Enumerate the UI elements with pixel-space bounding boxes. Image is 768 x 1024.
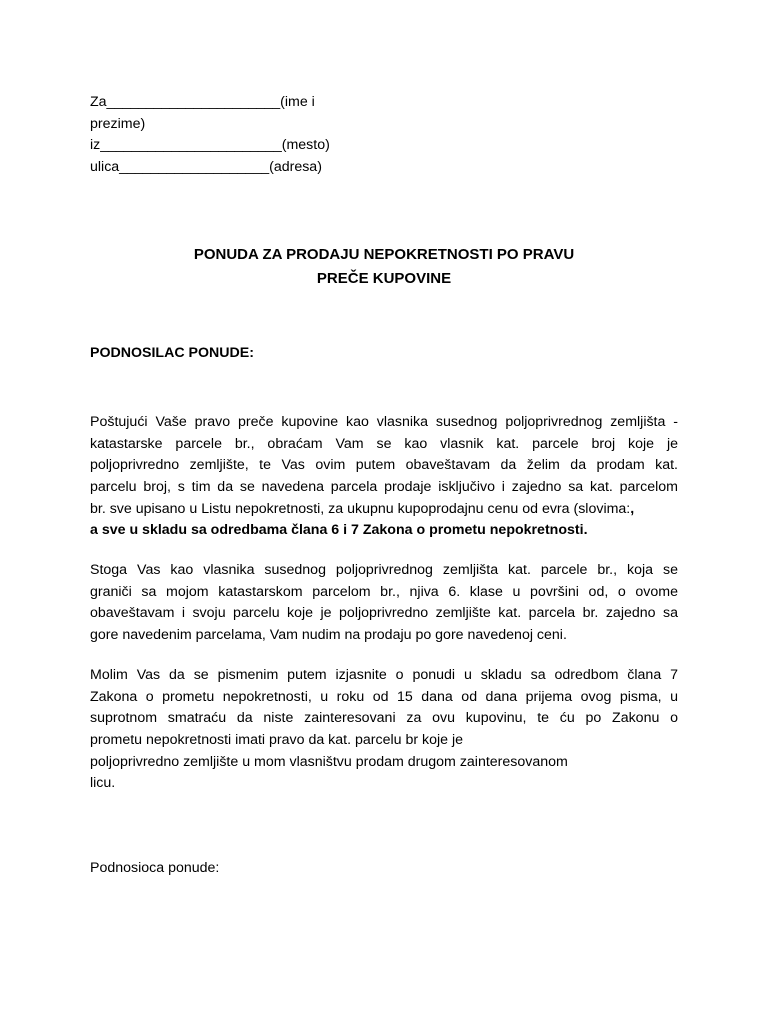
recipient-name-line: Za______________________(ime i <box>90 94 315 110</box>
paragraph-line <box>90 499 678 521</box>
paragraph-line: parcelu broj, s tim da se navedena parcela prodaje isključivo i zajedno sa kat. parcelom <box>90 479 678 496</box>
document-title-line-2: PREČE KUPOVINE <box>316 270 452 287</box>
paragraph-line: Poštujući Vaše pravo preče kupovine kao vlasnika susednog poljoprivrednog zemljišta - <box>90 414 678 430</box>
paragraph-offer <box>90 412 678 542</box>
paragraph-line: obaveštavam i svoju parcelu koje je poljoprivredno zemljište kat. parcela br. zajedno sa <box>90 605 678 622</box>
recipient-address-block <box>90 92 678 179</box>
paragraph-line: Molim Vas da se pismenim putem izjasnite o ponudi u skladu sa odredbom člana 7 <box>90 667 678 683</box>
signature-label: Podnosioca ponude: <box>90 860 220 876</box>
paragraph-line: katastarske parcele br., obraćam Vam se kao vlasnik kat. parcele broj koje je <box>90 435 678 452</box>
paragraph-line: suprotnom smatraću da niste zainteresovani za ovu kupovinu, te ću po Zakonu o <box>90 710 678 727</box>
paragraph-line: gore navedenim parcelama, Vam nudim na prodaju po gore navedenoj ceni. <box>90 627 567 644</box>
paragraph-notice <box>90 560 678 647</box>
paragraph-line: poljoprivredno zemljište u mom vlasništvu prodam drugom zainteresovanom <box>90 753 568 770</box>
applicant-heading: PODNOSILAC PONUDE: <box>90 345 254 361</box>
paragraph-line: Zakona o prometu nepokretnosti, u roku od 15 dana od dana prijema ovog pisma, u <box>90 688 678 705</box>
paragraph-line: licu. <box>90 775 116 792</box>
paragraph-line: poljoprivredno zemljište, te Vas ovim putem obaveštavam da želim da prodam kat. <box>90 457 678 474</box>
legal-reference-line: a sve u skladu sa odredbama člana 6 i 7 Zakona o prometu nepokretnosti. <box>90 522 588 539</box>
paragraph-line: Stoga Vas kao vlasnika susednog poljoprivrednog zemljišta kat. parcele br., koja se <box>90 562 678 578</box>
document-title-line-1: PONUDA ZA PRODAJU NEPOKRETNOSTI PO PRAVU <box>193 246 575 263</box>
paragraph-line: graniči sa mojom katastarskom parcelom br., njiva 6. klase u površini od, o ovome <box>90 583 678 600</box>
paragraph-line: prometu nepokretnosti imati pravo da kat. parcelu br koje je <box>90 732 464 749</box>
recipient-city-line: iz_______________________(mesto) <box>90 137 330 154</box>
paragraph-request <box>90 665 678 795</box>
recipient-name-line-cont: prezime) <box>90 115 146 132</box>
document-title <box>90 243 678 291</box>
paragraph-line-bold-comma: , <box>630 500 635 517</box>
recipient-street-line: ulica___________________(adresa) <box>90 159 322 176</box>
paragraph-line-text: br. sve upisano u Listu nepokretnosti, za ukupnu kupoprodajnu cenu od evra (slovima: <box>90 500 631 517</box>
